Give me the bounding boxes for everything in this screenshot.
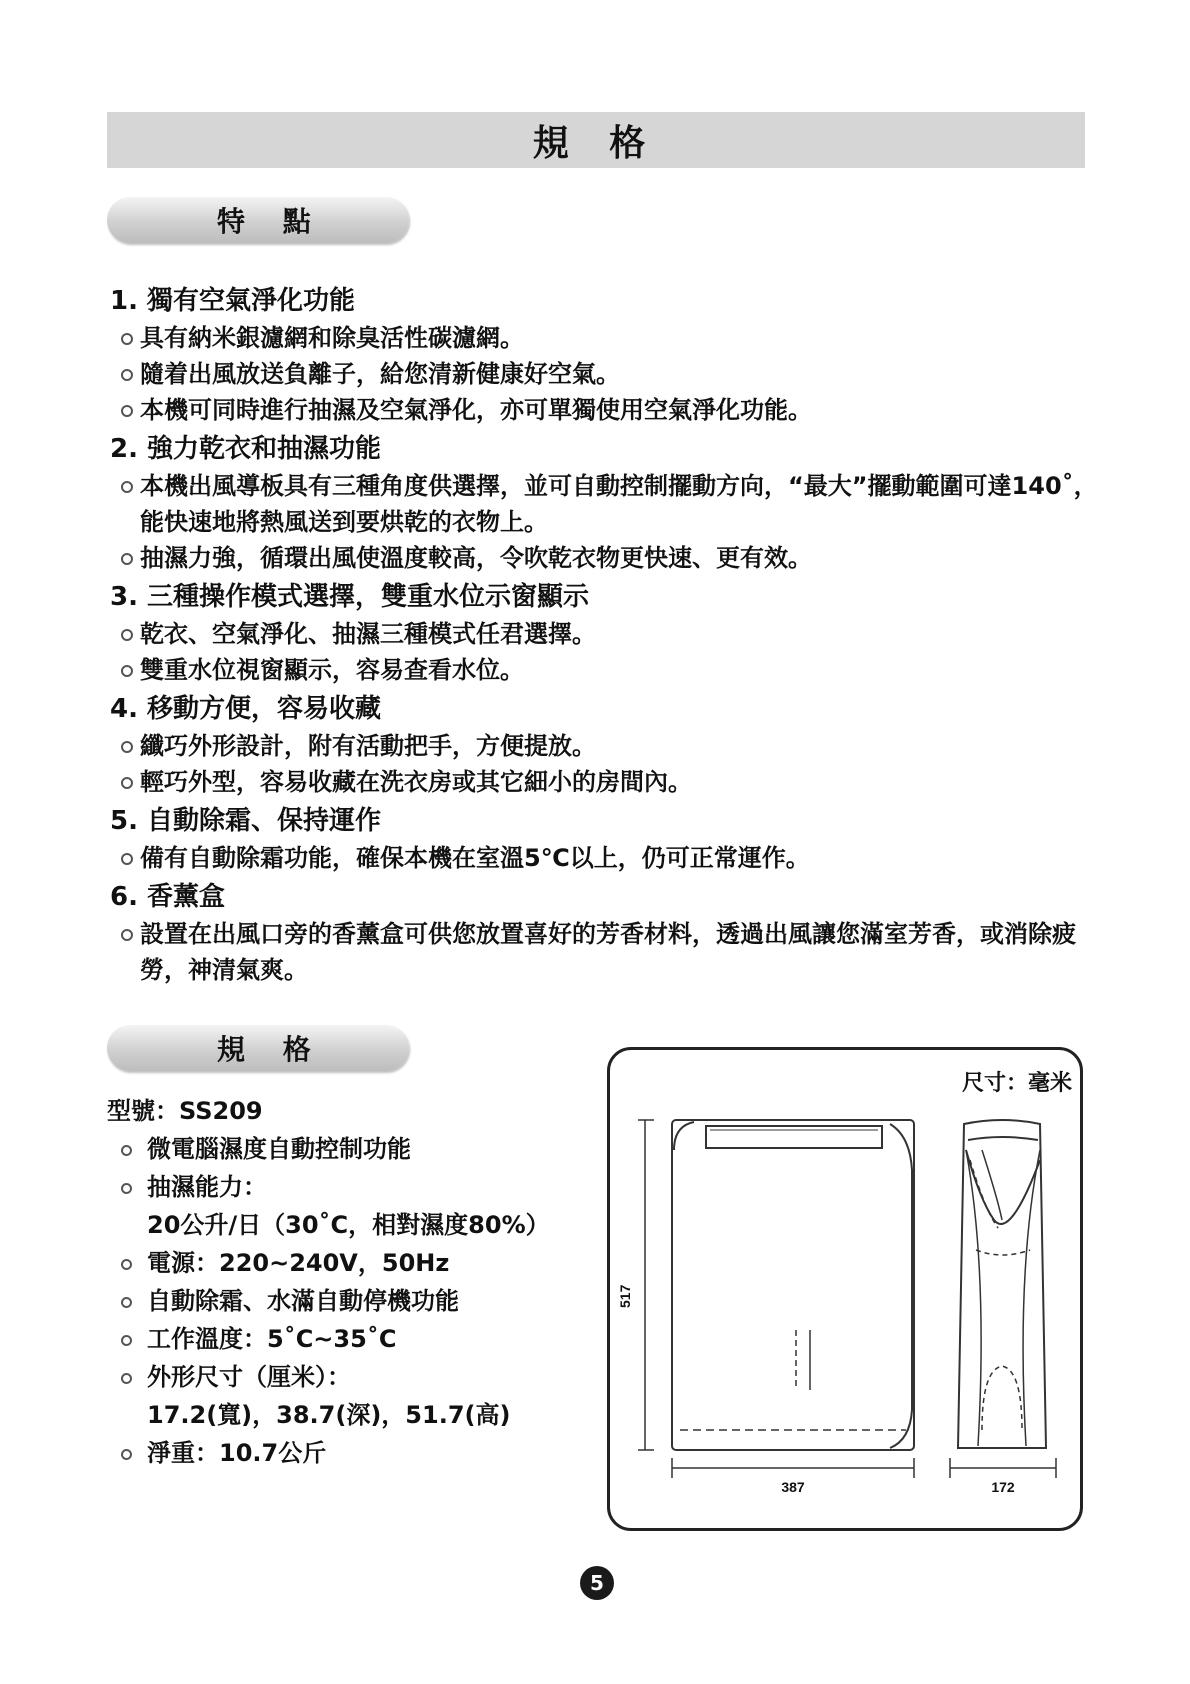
feature-title: 3. 三種操作模式選擇，雙重水位示窗顯示 xyxy=(110,582,590,612)
feature-bullet: 本機出風導板具有三種角度供選擇，並可自動控制擺動方向，“最大”擺動範圍可達140˚，能快速地將熱風送到要烘乾的衣物上。 xyxy=(110,468,1100,540)
spec-item: 微電腦濕度自動控制功能 xyxy=(107,1130,597,1168)
feature-bullet: 乾衣、空氣淨化、抽濕三種模式任君選擇。 xyxy=(110,616,1100,652)
dimension-diagram xyxy=(607,1047,1083,1531)
spec-list xyxy=(107,1092,597,1472)
spec-heading-pill xyxy=(107,1025,409,1071)
top-handle xyxy=(706,1126,882,1148)
feature-title: 5. 自動除霜、保持運作 xyxy=(110,806,382,836)
feature-bullet: 雙重水位視窗顯示，容易查看水位。 xyxy=(110,652,1100,688)
spec-item: 自動除霜、水滿自動停機功能 xyxy=(107,1282,597,1320)
feature-title: 4. 移動方便，容易收藏 xyxy=(110,694,382,724)
spec-item: 外形尺寸（厘米）： xyxy=(107,1358,597,1396)
feature-bullet: 備有自動除霜功能，確保本機在室溫5℃以上，仍可正常運作。 xyxy=(110,840,1100,876)
model-number: 型號：SS209 xyxy=(107,1097,263,1125)
feature-title: 6. 香薰盒 xyxy=(110,882,226,912)
feature-title: 1. 獨有空氣淨化功能 xyxy=(110,286,356,316)
features-heading: 特 點 xyxy=(217,205,325,238)
features-heading-pill xyxy=(107,197,409,243)
spec-item-continuation: 17.2(寬)，38.7(深)，51.7(高) xyxy=(147,1401,511,1429)
feature-bullet: 纖巧外形設計，附有活動把手，方便提放。 xyxy=(110,728,1100,764)
feature-bullet: 本機可同時進行抽濕及空氣淨化，亦可單獨使用空氣淨化功能。 xyxy=(110,392,1100,428)
height-dimension-label: 517 xyxy=(617,1284,633,1308)
features-list xyxy=(110,280,1110,988)
feature-bullet: 設置在出風口旁的香薰盒可供您放置喜好的芳香材料，透過出風讓您滿室芳香，或消除疲勞，神清氣爽。 xyxy=(110,916,1100,988)
page-title: 規 格 xyxy=(532,122,660,164)
spec-heading: 規 格 xyxy=(217,1033,325,1066)
spec-item: 淨重：10.7公斤 xyxy=(107,1434,597,1472)
depth-dimension-label: 387 xyxy=(781,1479,805,1495)
feature-bullet: 抽濕力強，循環出風使溫度較高，令吹乾衣物更快速、更有效。 xyxy=(110,540,1100,576)
feature-bullet: 具有納米銀濾網和除臭活性碳濾網。 xyxy=(110,320,1100,356)
dehumidifier-drawing xyxy=(610,1050,1086,1534)
spec-item: 電源：220~240V，50Hz xyxy=(107,1244,597,1282)
page-number: 5 xyxy=(580,1566,614,1600)
spec-item: 工作溫度：5˚C~35˚C xyxy=(107,1320,597,1358)
width-dimension-label: 172 xyxy=(991,1479,1015,1495)
feature-title: 2. 強力乾衣和抽濕功能 xyxy=(110,434,382,464)
spec-item: 抽濕能力： xyxy=(107,1168,597,1206)
side-view-body xyxy=(672,1120,914,1450)
page-title-bar xyxy=(107,112,1085,168)
unit-label: 尺寸：毫米 xyxy=(961,1071,1072,1096)
spec-item-continuation: 20公升/日（30˚C，相對濕度80%） xyxy=(147,1211,550,1239)
feature-bullet: 隨着出風放送負離子，給您清新健康好空氣。 xyxy=(110,356,1100,392)
feature-bullet: 輕巧外型，容易收藏在洗衣房或其它細小的房間內。 xyxy=(110,764,1100,800)
